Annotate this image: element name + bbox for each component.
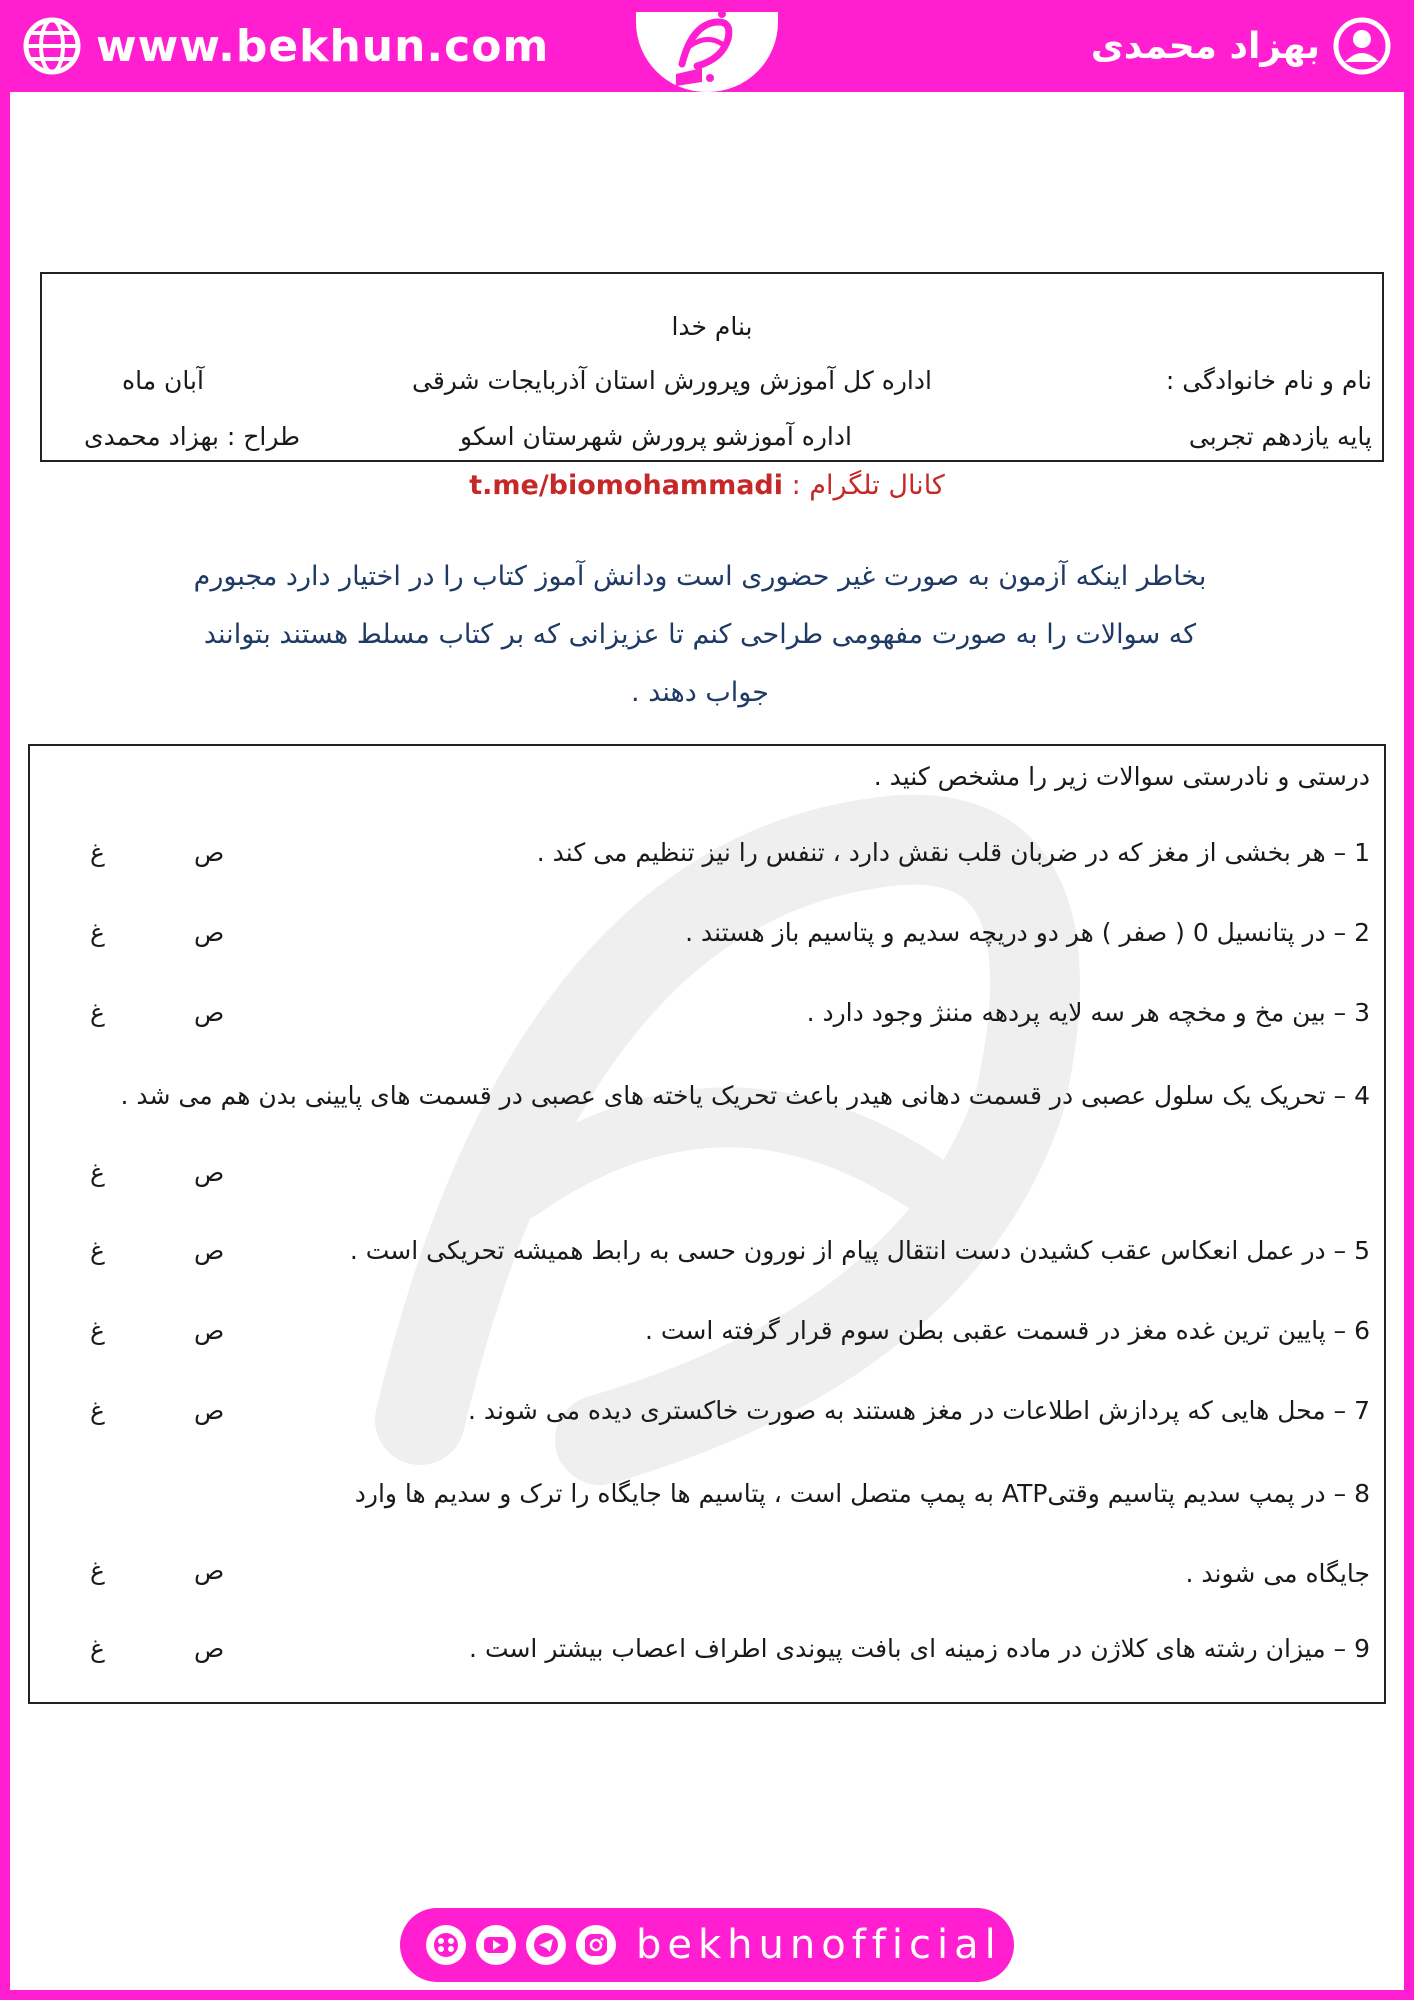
false-option-7[interactable]: غ — [90, 1396, 105, 1425]
question-9: 9 – میزان رشته های کلاژن در ماده زمینه ای بافت پیوندی اطراف اعصاب بیشتر است . — [469, 1634, 1370, 1663]
false-option-9[interactable]: غ — [90, 1634, 105, 1663]
student-name-label: نام و نام خانوادگی : — [1165, 366, 1372, 395]
true-option-6[interactable]: ص — [194, 1316, 225, 1345]
true-option-8[interactable]: ص — [194, 1556, 225, 1585]
question-4: 4 – تحریک یک سلول عصبی در قسمت دهانی هیدر باعث تحریک یاخته های عصبی در قسمت های پایینی بدن هم می شد . — [120, 1081, 1370, 1110]
question-2: 2 – در پتانسیل 0 ( صفر ) هر دو دریچه سدیم و پتاسیم باز هستند . — [685, 918, 1370, 947]
exam-info-box — [40, 272, 1384, 462]
user-icon — [1332, 16, 1392, 76]
telegram-icon[interactable] — [526, 1925, 566, 1965]
exam-month: آبان ماه — [122, 366, 204, 395]
false-option-1[interactable]: غ — [90, 838, 105, 867]
true-option-9[interactable]: ص — [194, 1634, 225, 1663]
instruction-text: درستی و نادرستی سوالات زیر را مشخص کنید . — [873, 762, 1370, 791]
telegram-label: کانال تلگرام : — [791, 470, 945, 501]
designer-label: طراح : بهزاد محمدی — [84, 422, 301, 451]
site-link[interactable] — [22, 14, 549, 78]
telegram-link[interactable]: t.me/biomohammadi — [469, 470, 783, 501]
author-badge — [1091, 14, 1392, 78]
false-option-6[interactable]: غ — [90, 1316, 105, 1345]
false-option-2[interactable]: غ — [90, 918, 105, 947]
true-option-5[interactable]: ص — [194, 1236, 225, 1265]
question-3: 3 – بین مخ و مخچه هر سه لایه پردهه مننژ وجود دارد . — [806, 998, 1370, 1027]
office-city: اداره آموزشو پرورش شهرستان اسکو — [460, 422, 852, 451]
intro-paragraph: بخاطر اینکه آزمون به صورت غیر حضوری است ودانش آموز کتاب را در اختیار دارد مجبورم که سوالات را به صورت مفهومی طراحی کنم تا عزیزانی که بر کتاب مسلط هستند بتوانند جواب دهند . — [193, 561, 1207, 708]
true-option-4[interactable]: ص — [194, 1158, 225, 1187]
author-name: بهزاد محمدی — [1090, 25, 1320, 67]
aparat-icon[interactable] — [426, 1925, 466, 1965]
false-option-4[interactable]: غ — [90, 1158, 105, 1187]
grade-label: پایه یازدهم تجربی — [1188, 422, 1372, 451]
true-option-2[interactable]: ص — [194, 918, 225, 947]
youtube-icon[interactable] — [476, 1925, 516, 1965]
instagram-icon[interactable] — [576, 1925, 616, 1965]
office-province: اداره کل آموزش وپرورش استان آذربایجات شرقی — [412, 366, 932, 395]
false-option-5[interactable]: غ — [90, 1236, 105, 1265]
false-option-8[interactable]: غ — [90, 1556, 105, 1585]
bekhun-logo-icon — [662, 4, 752, 88]
true-option-1[interactable]: ص — [194, 838, 225, 867]
telegram-channel — [0, 470, 1414, 501]
site-url[interactable]: www.bekhun.com — [96, 20, 550, 72]
basmala-title: بنام خدا — [671, 312, 753, 341]
social-footer — [400, 1908, 1014, 1982]
social-handle[interactable]: bekhunofficial — [636, 1922, 1002, 1968]
logo-tab — [636, 0, 778, 92]
true-option-7[interactable]: ص — [194, 1396, 225, 1425]
question-8: 8 – در پمپ سدیم پتاسیم وقتیATP به پمپ متصل است ، پتاسیم ها جایگاه را ترک و سدیم ها وارد جایگاه می شوند . — [354, 1479, 1370, 1588]
globe-icon — [22, 16, 82, 76]
question-7: 7 – محل هایی که پردازش اطلاعات در مغز هستند به صورت خاکستری دیده می شوند . — [467, 1396, 1370, 1425]
true-option-3[interactable]: ص — [194, 998, 225, 1027]
question-6: 6 – پایین ترین غده مغز در قسمت عقبی بطن سوم قرار گرفته است . — [644, 1316, 1370, 1345]
question-1: 1 – هر بخشی از مغز که در ضربان قلب نقش دارد ، تنفس را نیز تنظیم می کند . — [536, 838, 1370, 867]
questions-box — [28, 744, 1386, 1704]
header-band — [0, 0, 1414, 92]
question-5: 5 – در عمل انعکاس عقب کشیدن دست انتقال پیام از نورون حسی به رابط همیشه تحریکی است . — [349, 1236, 1370, 1265]
false-option-3[interactable]: غ — [90, 998, 105, 1027]
